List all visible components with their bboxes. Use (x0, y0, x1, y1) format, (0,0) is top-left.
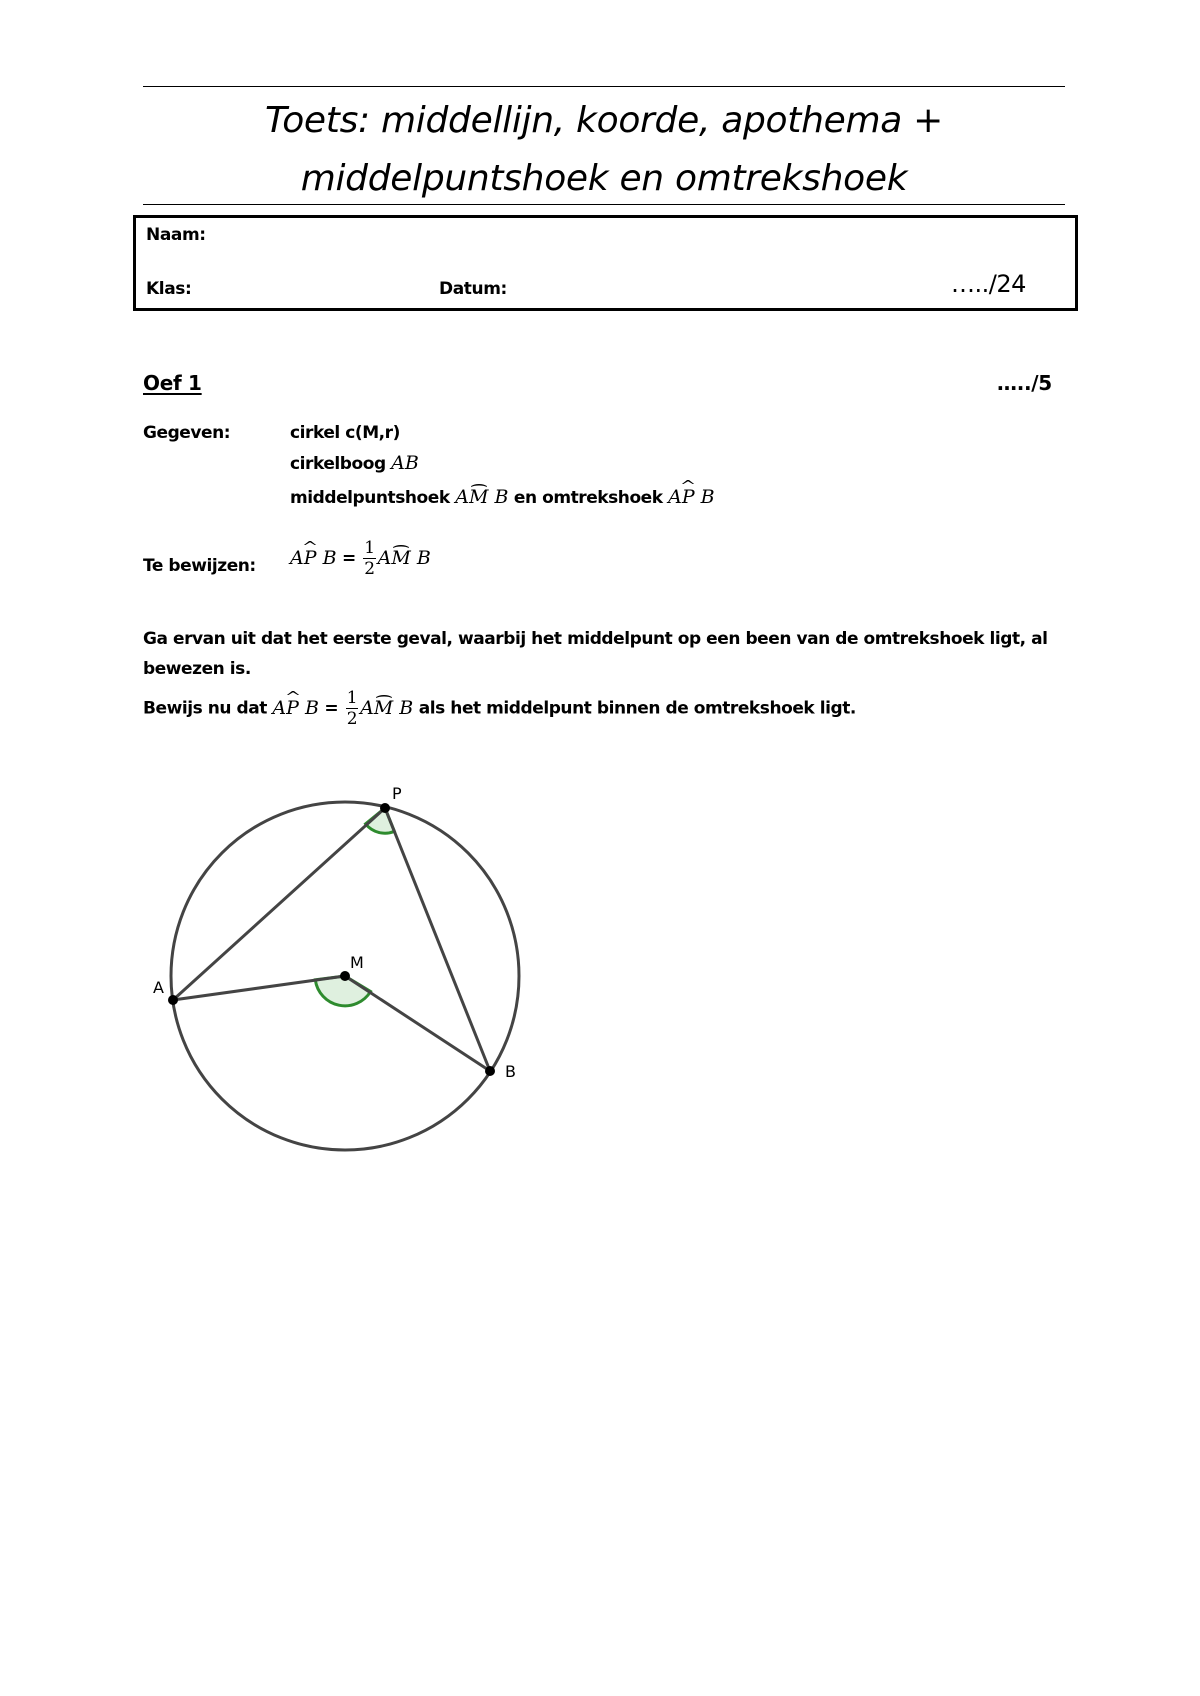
point-P (380, 803, 390, 813)
exercise-1-heading: Oef 1 (143, 371, 202, 395)
prove-fraction-one-half (346, 688, 358, 729)
segment-MB (345, 976, 490, 1071)
total-score: …../24 (951, 270, 1026, 298)
fraction-one-half (363, 538, 375, 579)
fraction-numerator: 1 (364, 538, 375, 558)
inscribed-angle-APB: A^ P B (668, 486, 715, 508)
assumption-paragraph: Ga ervan uit dat het eerste geval, waarbij het middelpunt op een been van de omtrekshoek ligt, al bewezen is. (143, 629, 1048, 679)
prove-formula-APB: A^ P B (272, 697, 319, 719)
circle-angle-figure (140, 770, 540, 1160)
label-P: P (392, 784, 402, 803)
fraction-denominator: 2 (364, 559, 375, 579)
exercise-1-score: …../5 (997, 371, 1052, 395)
title-bottom-rule (143, 204, 1065, 205)
title-line-2: middelpuntshoek en omtrekshoek (300, 158, 908, 199)
label-A: A (153, 978, 164, 997)
given-inscribed-angle-text: en omtrekshoek (513, 488, 663, 508)
te-bewijzen-label: Te bewijzen: (143, 556, 256, 576)
prove-formula-AMB: A⌢ M B (360, 697, 413, 719)
given-arc-math: AB (391, 452, 419, 474)
formula-AMB: A⌢ M B (378, 547, 431, 569)
prove-fraction-denominator: 2 (346, 709, 358, 729)
given-central-angle-text: middelpuntshoek (290, 488, 450, 508)
prove-equals: = (324, 698, 339, 719)
segment-PB (385, 808, 490, 1071)
given-arc (290, 452, 419, 474)
prove-prefix: Bewijs nu dat (143, 698, 267, 719)
to-prove-formula (290, 538, 431, 579)
page-title (143, 92, 1065, 208)
klas-label: Klas: (146, 279, 192, 299)
point-M (340, 971, 350, 981)
point-A (168, 995, 178, 1005)
prove-suffix: als het middelpunt binnen de omtrekshoek ligt. (418, 698, 856, 719)
prove-fraction-numerator: 1 (346, 688, 358, 708)
student-info-box (133, 215, 1078, 311)
central-angle-AMB: A⌢ M B (455, 486, 508, 508)
title-top-rule (143, 86, 1065, 87)
gegeven-label: Gegeven: (143, 423, 231, 443)
prove-sentence (143, 688, 856, 729)
title-line-1: Toets: middellijn, koorde, apothema + (264, 100, 944, 141)
formula-equals: = (342, 548, 356, 569)
given-angles (290, 486, 715, 508)
naam-label: Naam: (146, 225, 206, 245)
given-circle: cirkel c(M,r) (290, 423, 400, 443)
label-B: B (505, 1062, 516, 1081)
formula-APB: A^ P B (290, 547, 337, 569)
datum-label: Datum: (439, 279, 507, 299)
given-arc-text: cirkelboog (290, 454, 386, 474)
label-M: M (350, 953, 364, 972)
point-B (485, 1066, 495, 1076)
